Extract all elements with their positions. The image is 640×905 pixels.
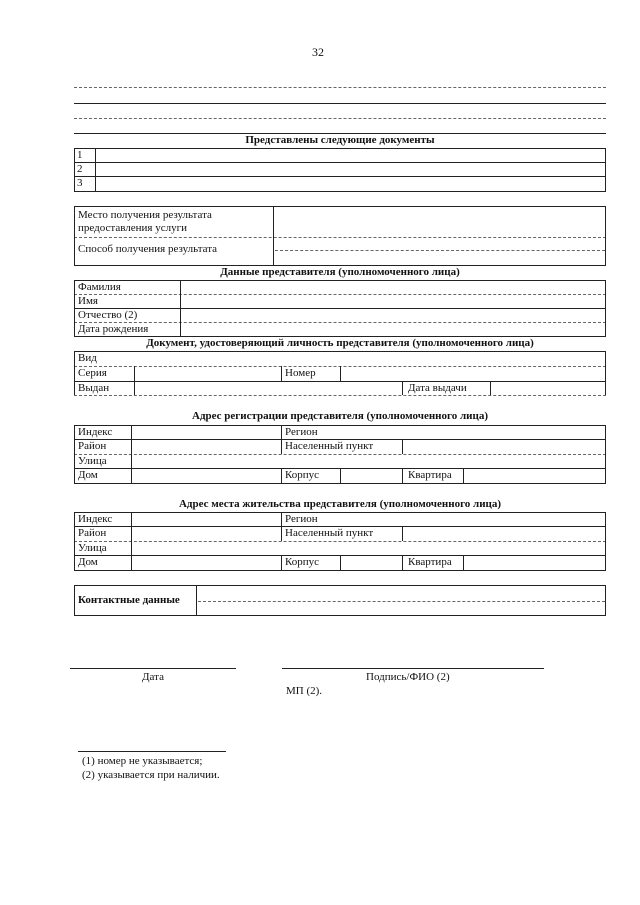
address-district-label: Район [78,527,107,539]
table-row: 2 [77,163,83,175]
contacts-label: Контактные данные [78,594,180,606]
address-house-label: Дом [78,469,98,481]
page-number: 32 [312,45,324,59]
address-locality-label: Населенный пункт [285,440,374,452]
address-apartment-label: Квартира [408,469,452,481]
id-issue-date-label: Дата выдачи [408,382,467,394]
address-district-label: Район [78,440,107,452]
residence-address-heading: Адрес места жительства представителя (уполномоченного лица) [178,498,502,510]
id-issued-label: Выдан [78,382,110,394]
address-building-label: Корпус [285,469,320,481]
address-house-label: Дом [78,556,98,568]
footnote: (2) указывается при наличии. [82,769,220,781]
registration-address-heading: Адрес регистрации представителя (уполномоченного лица) [192,410,488,422]
id-document-heading: Документ, удостоверяющий личность представителя (уполномоченного лица) [146,337,534,349]
id-series-label: Серия [78,367,107,379]
field-label: Отчество (2) [78,309,138,321]
footnote: (1) номер не указывается; [82,755,203,767]
address-locality-label: Населенный пункт [285,527,374,539]
address-building-label: Корпус [285,556,320,568]
address-street-label: Улица [78,542,107,554]
date-label: Дата [142,671,164,683]
stamp-label: МП (2). [286,685,323,697]
sign-label: Подпись/ФИО (2) [366,671,450,683]
address-region-label: Регион [285,426,318,438]
id-type-label: Вид [78,352,97,364]
representative-heading: Данные представителя (уполномоченного лица) [220,266,460,278]
result-place-label-1: Место получения результата [78,209,212,221]
address-street-label: Улица [78,455,107,467]
field-label: Имя [78,295,98,307]
id-number-label: Номер [285,367,316,379]
table-row: 1 [77,149,83,161]
address-index-label: Индекс [78,426,113,438]
result-place-label-2: предоставления услуги [78,222,187,234]
address-apartment-label: Квартира [408,556,452,568]
result-method-label: Способ получения результата [78,243,218,255]
documents-heading: Представлены следующие документы [245,134,435,146]
table-row: 3 [77,177,83,189]
field-label: Фамилия [78,281,121,293]
address-index-label: Индекс [78,513,113,525]
address-region-label: Регион [285,513,318,525]
field-label: Дата рождения [78,323,149,335]
